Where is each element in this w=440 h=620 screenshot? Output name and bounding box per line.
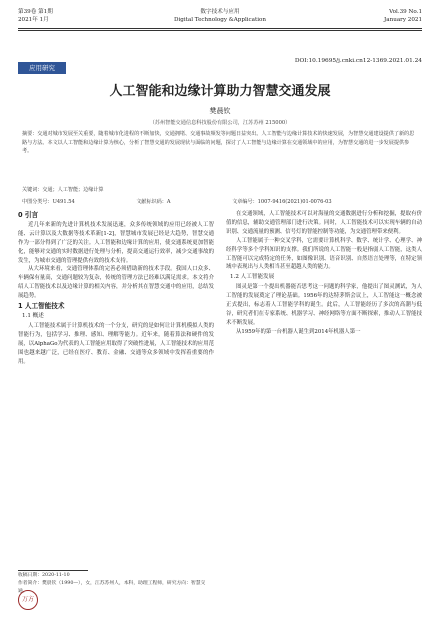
- right-paragraph-a: 在交通领域，人工智能技术可以对海量的交通数据进行分析和挖掘，提取有价值的信息，辅助交通管理部门进行决策。同时，人工智能技术可以实现车辆的自动识别、交通流量的预测、信号灯的智能控制等功能，为交通管理带来便利。: [226, 211, 422, 235]
- header-rule-bottom: [18, 30, 422, 31]
- keywords: 关键词：交通；人工智能；边缘计算: [22, 187, 104, 193]
- header-rule-top: [18, 28, 422, 29]
- right-paragraph-b: 人工智能属于一种交叉学科，它需要计算机科学、数学、统计学、心理学、神经科学等多个学科知识的支撑。我们所说的人工智能一般是指弱人工智能，这类人工智能可以完成特定的任务，如图像识别、语音识别、自然语言处理等，在特定领域中表现出与人类相当甚至超越人类的能力。: [226, 237, 422, 271]
- header-volume-issue-en: Vol.39 No.1: [389, 9, 422, 15]
- journal-header: [18, 6, 422, 36]
- left-column: [18, 210, 214, 366]
- section-1-1-heading: 1.1 概述: [22, 312, 44, 319]
- header-journal: [18, 8, 422, 24]
- journal-name-cn: 数字技术与应用: [200, 9, 240, 15]
- intro-heading: 0 引言: [18, 211, 39, 219]
- section-1-2-heading: 1.2 人工智能发展: [230, 274, 275, 281]
- journal-name-en: Digital Technology &Application: [173, 17, 266, 23]
- publisher-seal-icon: 万方: [18, 590, 38, 610]
- section-1-2-paragraph: 图灵是第一个提出机器能否思考这一问题的科学家，他提出了图灵测试，为人工智能的发展奠定了理论基础。1956年的达特茅斯会议上，人工智能这一概念被正式提出，标志着人工智能学科的诞生。此后，人工智能经历了多次的高潮与低谷，研究者们在专家系统、机器学习、神经网络等方面不断探索，推动人工智能技术不断发展。: [226, 284, 422, 326]
- affiliation: （苏州智能交通信息科技股份有限公司，江苏苏州 215000）: [149, 120, 291, 126]
- intro-paragraph-1: 近几年来新的先进计算机技术发展迅速，众多传统领域的应用已经被人工智能、云计算以及大数据等技术革新[1-2]，智慧城市发展已经是大趋势，智慧交通作为一部分得到了广泛的关注。人工智能和边缘计算的应用，使交通系统更加智能化，能够对交通的实时数据进行处理与分析，提高交通运行效率，减少交通事故的发生，为城市交通的管理提供有效的技术支持。: [18, 221, 214, 264]
- author-bio: 作者简介：樊晨钦（1990—），女，江苏苏州人，本科，助理工程师，研究方向：智慧交通。: [18, 581, 206, 594]
- header-volume-issue: 第39卷 第1期: [18, 9, 53, 15]
- section-tag: 应用研究: [18, 62, 66, 74]
- doi[interactable]: DOI:10.19695/j.cnki.cn12-1369.2021.01.24: [294, 58, 422, 64]
- clc-number: 中图分类号：U491.54: [22, 199, 75, 205]
- received-date: 收稿日期：2020-11-10: [18, 573, 70, 578]
- intro-paragraph-2: 从大环境来看，交通管理体系的完善必须借助新的技术手段。我国人口众多、车辆保有量高，交通问题较为复杂，传统的管理方法已经难以满足需求。本文将介绍人工智能技术以及边缘计算的相关内容，并分析其在智慧交通中的应用，总结发展趋势。: [18, 266, 214, 300]
- right-column: [226, 210, 422, 337]
- footnote: [18, 572, 214, 596]
- article-number: 文章编号：1007-9416(2021)01-0076-03: [232, 199, 332, 205]
- author: 樊晨钦: [209, 107, 231, 115]
- abstract: 摘要：交通对城市发展至关重要，随着城市化进程的不断加快，交通拥堵、交通事故频发等问题日益突出。人工智能与边缘计算技术的快速发展，为智慧交通建设提供了新的思路与方法。本文以人工智能和边缘计算为核心，分析了智慧交通的发展现状与面临的问题，探讨了人工智能与边缘计算在交通领域中的应用，为智慧交通的进一步发展提供参考。: [22, 131, 415, 155]
- footnote-rule: [18, 570, 88, 571]
- classification-line: [22, 198, 418, 205]
- header-volume-en: [384, 8, 422, 24]
- doc-code: 文献标识码：A: [136, 199, 171, 205]
- section-1-heading: 1 人工智能技术: [18, 302, 65, 311]
- section-1-1-paragraph: 人工智能技术属于计算机技术的一个分支，研究的是如何让计算机模拟人类的智能行为，包括学习、推理、感知、理解等能力。近年来，随着算法和硬件的发展，以AlphaGo为代表的人工智能应用取得了突破性进展，人工智能技术的应用范围也越来越广泛，已经在医疗、教育、金融、交通等众多领域中发挥着重要的作用。: [18, 322, 214, 365]
- section-1-2-paragraph-b: 从1959年的第一台机器人诞生到2014年机器人第一: [236, 328, 361, 335]
- article-title: 人工智能和边缘计算助力智慧交通发展: [109, 84, 331, 99]
- header-date-en: January 2021: [384, 17, 422, 23]
- header-date-cn: 2021年 1月: [18, 17, 49, 23]
